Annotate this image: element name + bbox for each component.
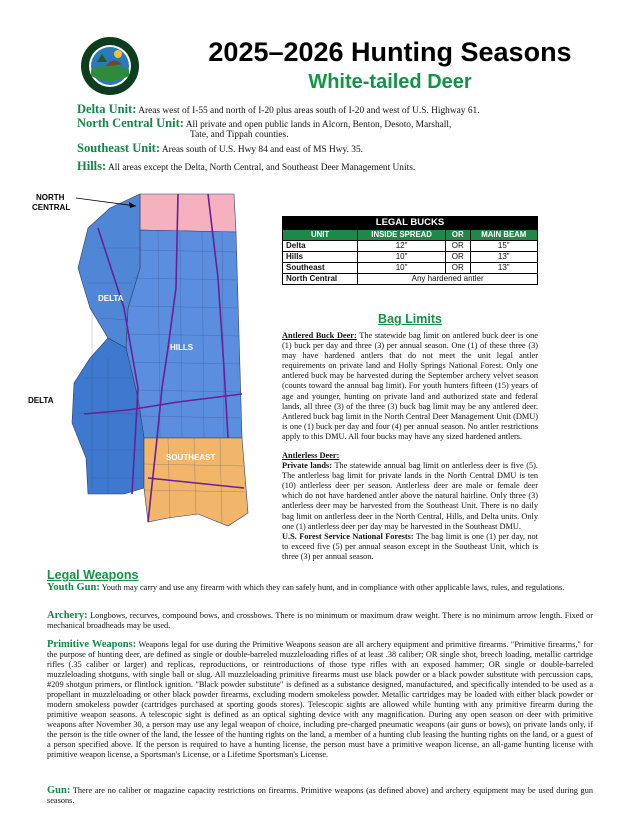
weapon-text: Youth may carry and use any firearm with which they can safely hunt, and in compliance with other applicable laws, rules, and regulations. xyxy=(101,583,565,592)
unit-label: North Central Unit: xyxy=(77,116,184,130)
weapon-archery xyxy=(47,611,593,631)
usfs-text: The bag limit is one (1) per day, not to exceed five (5) per annual season except in the Southeast Unit, which is three (3) per annual season. xyxy=(282,531,538,561)
column-header: MAIN BEAM xyxy=(470,230,537,241)
unit-text: All areas except the Delta, North Central, and Southeast Deer Management Units. xyxy=(108,163,416,173)
cell-spread: 12" xyxy=(358,241,446,252)
table-row xyxy=(283,252,538,263)
cell-unit: Hills xyxy=(283,252,358,263)
weapon-youth-gun xyxy=(47,583,593,593)
weapon-label: Gun: xyxy=(47,785,71,796)
table-header-row xyxy=(283,230,538,241)
unit-hills xyxy=(77,160,617,174)
unit-text: Areas west of I-55 and north of I-20 plus areas south of I-20 and west of U.S. Highway 61. xyxy=(138,106,480,116)
map-region-north-central xyxy=(140,194,236,232)
antlerless-label: Antlerless Deer: xyxy=(282,451,340,460)
table-caption: LEGAL BUCKS xyxy=(283,217,538,230)
unit-text: Tate, and Tippah counties. xyxy=(190,130,289,140)
usfs-label: U.S. Forest Service National Forests: xyxy=(282,531,414,541)
map-label-hills: HILLS xyxy=(170,343,194,352)
cell-or: OR xyxy=(445,241,470,252)
table-row xyxy=(283,241,538,252)
antlered-label: Antlered Buck Deer: xyxy=(282,331,357,340)
private-lands-text: The statewide annual bag limit on antlerless deer is five (5). The antlerless bag limit for private lands in the North Central DMU is ten (10) antlerless deer per season. Antlerless deer are male or female deer which do not have hardened antler above the natural hairline. Only three (3) antlerless deer may be harvested from the Southeast Unit. There is no daily bag limit on antlerless deer in the North Central, Hills, and Delta units. Only one (1) antlerless deer per day may be harvested in the Southeast DMU. xyxy=(282,461,538,531)
map-label-delta: DELTA xyxy=(98,294,124,303)
map-label-north-central-2: CENTRAL xyxy=(32,203,71,212)
column-header: INSIDE SPREAD xyxy=(358,230,446,241)
cell-value: Any hardened antler xyxy=(358,274,538,285)
cell-or: OR xyxy=(445,252,470,263)
deer-management-unit-map xyxy=(28,188,268,568)
agency-logo xyxy=(80,36,140,96)
unit-southeast xyxy=(77,142,617,156)
unit-label: Hills: xyxy=(77,159,107,173)
column-header: OR xyxy=(445,230,470,241)
cell-spread: 10" xyxy=(358,252,446,263)
cell-unit: North Central xyxy=(283,274,358,285)
cell-or: OR xyxy=(445,263,470,274)
table-row xyxy=(283,263,538,274)
cell-beam: 15" xyxy=(470,241,537,252)
weapon-label: Youth Gun: xyxy=(47,582,100,593)
antlered-buck-paragraph xyxy=(282,331,538,442)
private-lands-label: Private lands: xyxy=(282,461,333,471)
legal-bucks-table xyxy=(282,216,538,285)
unit-text: All private and open public lands in Alcorn, Benton, Desoto, Marshall, xyxy=(185,120,452,130)
column-header: UNIT xyxy=(283,230,358,241)
cell-unit: Southeast xyxy=(283,263,358,274)
table-row xyxy=(283,274,538,285)
page-title: 2025–2026 Hunting Seasons xyxy=(208,37,572,67)
unit-label: Southeast Unit: xyxy=(77,141,160,155)
weapon-primitive xyxy=(47,640,593,760)
weapon-text: Weapons legal for use during the Primitive Weapons season are all archery equipment and primitive firearms. "Primitive firearms," for the purpose of hunting deer, are defined as single or double-barreled muzzleloading rifles of at least .38 caliber; OR single shot, breech loading, metallic cartridge rifles (.35 caliber or larger) and replicas, reproductions, or reintroductions of those type rifles with an exposed hammer; OR single or double-barreled muzzleloading shotguns, with single ball or slug. All muzzleloading primitive firearms must use black powder or a black powder substitute with percussion caps, #209 shotgun primers, or flintlock ignition. "Black powder substitute" is defined as a substance designed, manufactured, and specifically intended to be used as a propellant in muzzleloading or other black powder firearms, excluding modern smokeless powder. Metallic cartridges may be loaded with either black powder or modern smokeless powder (cartridges purchased at sporting goods stores). Telescopic sights are allowed while hunting with any primitive firearm during the primitive weapon seasons. A telescopic sight is defined as an optical sighting device with any magnification. During any open season on deer with primitive weapons after November 30, a person may use any legal weapon of choice, including pre-charged pneumatic weapons (air guns or bows), on private lands only, if the person is the title owner of the land, the lessee of the hunting rights on the land, a member of a hunting club leasing the hunting rights on the land, or a guest of a person specified above. If the person is required to have a hunting license, the person must have a primitive weapon license, an all-game hunting license with primitive weapon license, a Sportsman's License, or a Lifetime Sportsman's License. xyxy=(47,640,593,759)
weapon-text: There are no caliber or magazine capacity restrictions on firearms. Primitive weapons (as defined above) and archery equipment may be used during gun seasons. xyxy=(47,786,593,805)
page-subtitle: White-tailed Deer xyxy=(308,71,472,93)
legal-weapons-heading: Legal Weapons xyxy=(47,568,139,582)
weapon-text: Longbows, recurves, compound bows, and crossbows. There is no minimum or maximum draw weight. There is no minimum arrow length. Fixed or mechanical broadheads may be used. xyxy=(47,611,594,630)
cell-spread: 10" xyxy=(358,263,446,274)
cell-unit: Delta xyxy=(283,241,358,252)
map-label-delta-outside: DELTA xyxy=(28,396,54,405)
weapon-label: Primitive Weapons: xyxy=(47,639,137,650)
unit-label: Delta Unit: xyxy=(77,102,137,116)
cell-beam: 13" xyxy=(470,263,537,274)
unit-delta xyxy=(77,103,617,117)
cell-beam: 13" xyxy=(470,252,537,263)
antlerless-paragraph xyxy=(282,451,538,562)
unit-text: Areas south of U.S. Hwy 84 and east of MS Hwy. 35. xyxy=(161,145,364,155)
bag-limits-heading: Bag Limits xyxy=(378,312,442,326)
weapon-label: Archery: xyxy=(47,610,88,621)
map-label-southeast: SOUTHEAST xyxy=(166,453,216,462)
unit-north-central-cont xyxy=(190,129,590,141)
map-label-north-central-1: NORTH xyxy=(36,193,65,202)
weapon-gun xyxy=(47,786,593,806)
antlered-text: The statewide bag limit on antlered buck deer is one (1) buck per day and three (3) per annual season. One (1) of these three (3) may have hardened antlers that do not meet the unit legal antler requirements on private land and Holly Springs National Forest. Only one antlered buck may be harvested during the September archery velvet season (counts toward the annual bag limit). For youth hunters fifteen (15) years of age and younger, hunting on private land and authorized state and federal lands, all three (3) of the three (3) buck bag limit may be any antlered deer. Antlered buck bag limit in the North Central Deer Management Unit (DMU) is one (1) buck per day and four (4) per annual season. No antler restrictions apply to this DMU. All four bucks may have any sized hardened antlers. xyxy=(282,331,538,441)
